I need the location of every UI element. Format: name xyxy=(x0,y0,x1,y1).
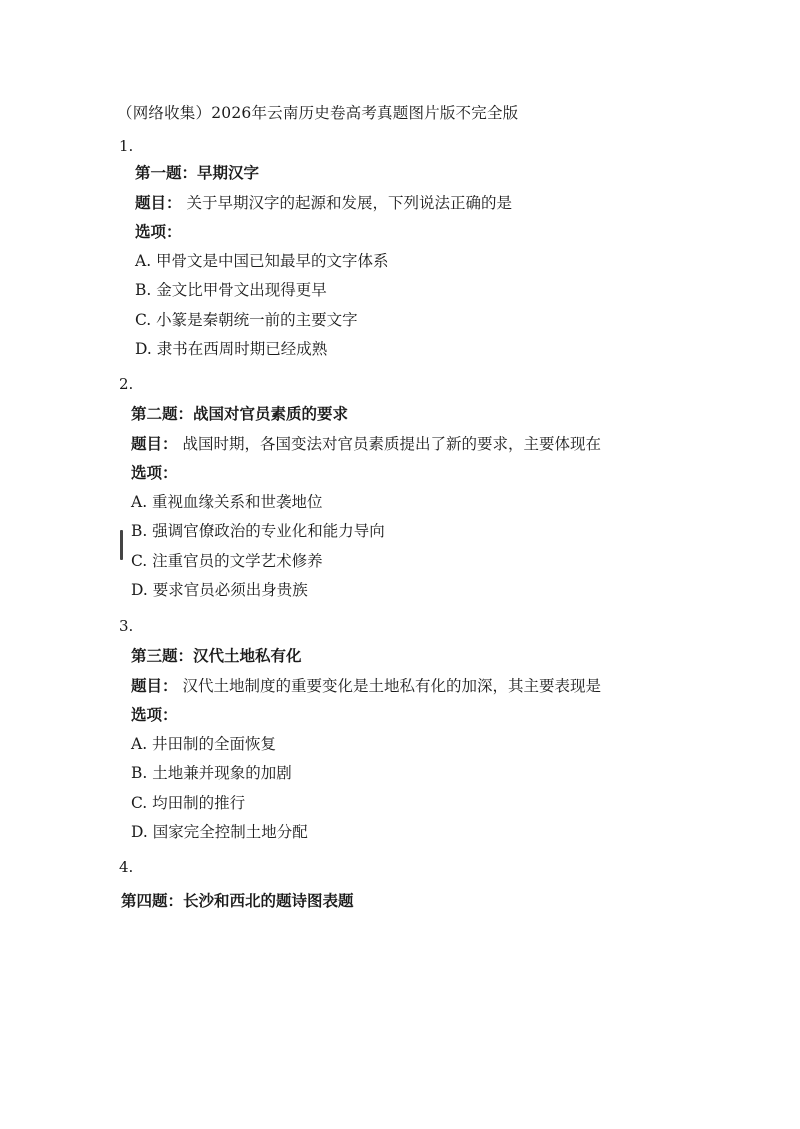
prompt-text: 关于早期汉字的起源和发展，下列说法正确的是 xyxy=(186,193,512,212)
option-a: A. 甲骨文是中国已知最早的文字体系 xyxy=(135,251,389,270)
option-d: D. 国家完全控制土地分配 xyxy=(131,823,308,841)
prompt-label: 题目： xyxy=(131,675,178,695)
question-heading: 第三题：汉代土地私有化 xyxy=(131,646,302,665)
prompt-label: 题目： xyxy=(131,433,178,453)
option-c: C. 注重官员的文学艺术修养 xyxy=(131,551,323,570)
question-prompt xyxy=(131,429,751,459)
options-label: 选项： xyxy=(131,705,178,724)
option-d: D. 隶书在西周时期已经成熟 xyxy=(135,340,328,358)
prompt-label: 题目： xyxy=(135,192,182,212)
scan-artifact-mark xyxy=(120,530,123,560)
question-heading: 第四题：长沙和西北的题诗图表题 xyxy=(121,891,354,910)
question-number: 1. xyxy=(119,137,134,155)
question-prompt xyxy=(135,188,755,218)
question-block-2 xyxy=(131,399,751,606)
question-block-1 xyxy=(135,158,755,365)
document-title: （网络收集）2026年云南历史卷高考真题图片版不完全版 xyxy=(117,104,519,122)
option-c: C. 小篆是秦朝统一前的主要文字 xyxy=(135,310,358,329)
question-heading: 第一题：早期汉字 xyxy=(135,163,260,182)
options-label: 选项： xyxy=(131,463,178,482)
option-c: C. 均田制的推行 xyxy=(131,793,246,812)
question-block-3 xyxy=(131,641,751,848)
option-a: A. 井田制的全面恢复 xyxy=(131,734,277,753)
option-b: B. 金文比甲骨文出现得更早 xyxy=(135,281,327,299)
question-number: 3. xyxy=(119,617,134,635)
prompt-text: 汉代土地制度的重要变化是土地私有化的加深，其主要表现是 xyxy=(182,676,601,695)
question-heading: 第二题：战国对官员素质的要求 xyxy=(131,404,349,423)
question-number: 4. xyxy=(119,858,134,876)
question-block-4 xyxy=(121,886,741,916)
options-label: 选项： xyxy=(135,222,182,241)
question-prompt xyxy=(131,671,751,701)
option-b: B. 土地兼并现象的加剧 xyxy=(131,764,292,782)
option-a: A. 重视血缘关系和世袭地位 xyxy=(131,492,323,511)
option-b: B. 强调官僚政治的专业化和能力导向 xyxy=(131,522,385,540)
option-d: D. 要求官员必须出身贵族 xyxy=(131,581,308,599)
question-number: 2. xyxy=(119,375,134,393)
prompt-text: 战国时期，各国变法对官员素质提出了新的要求，主要体现在 xyxy=(182,434,601,453)
